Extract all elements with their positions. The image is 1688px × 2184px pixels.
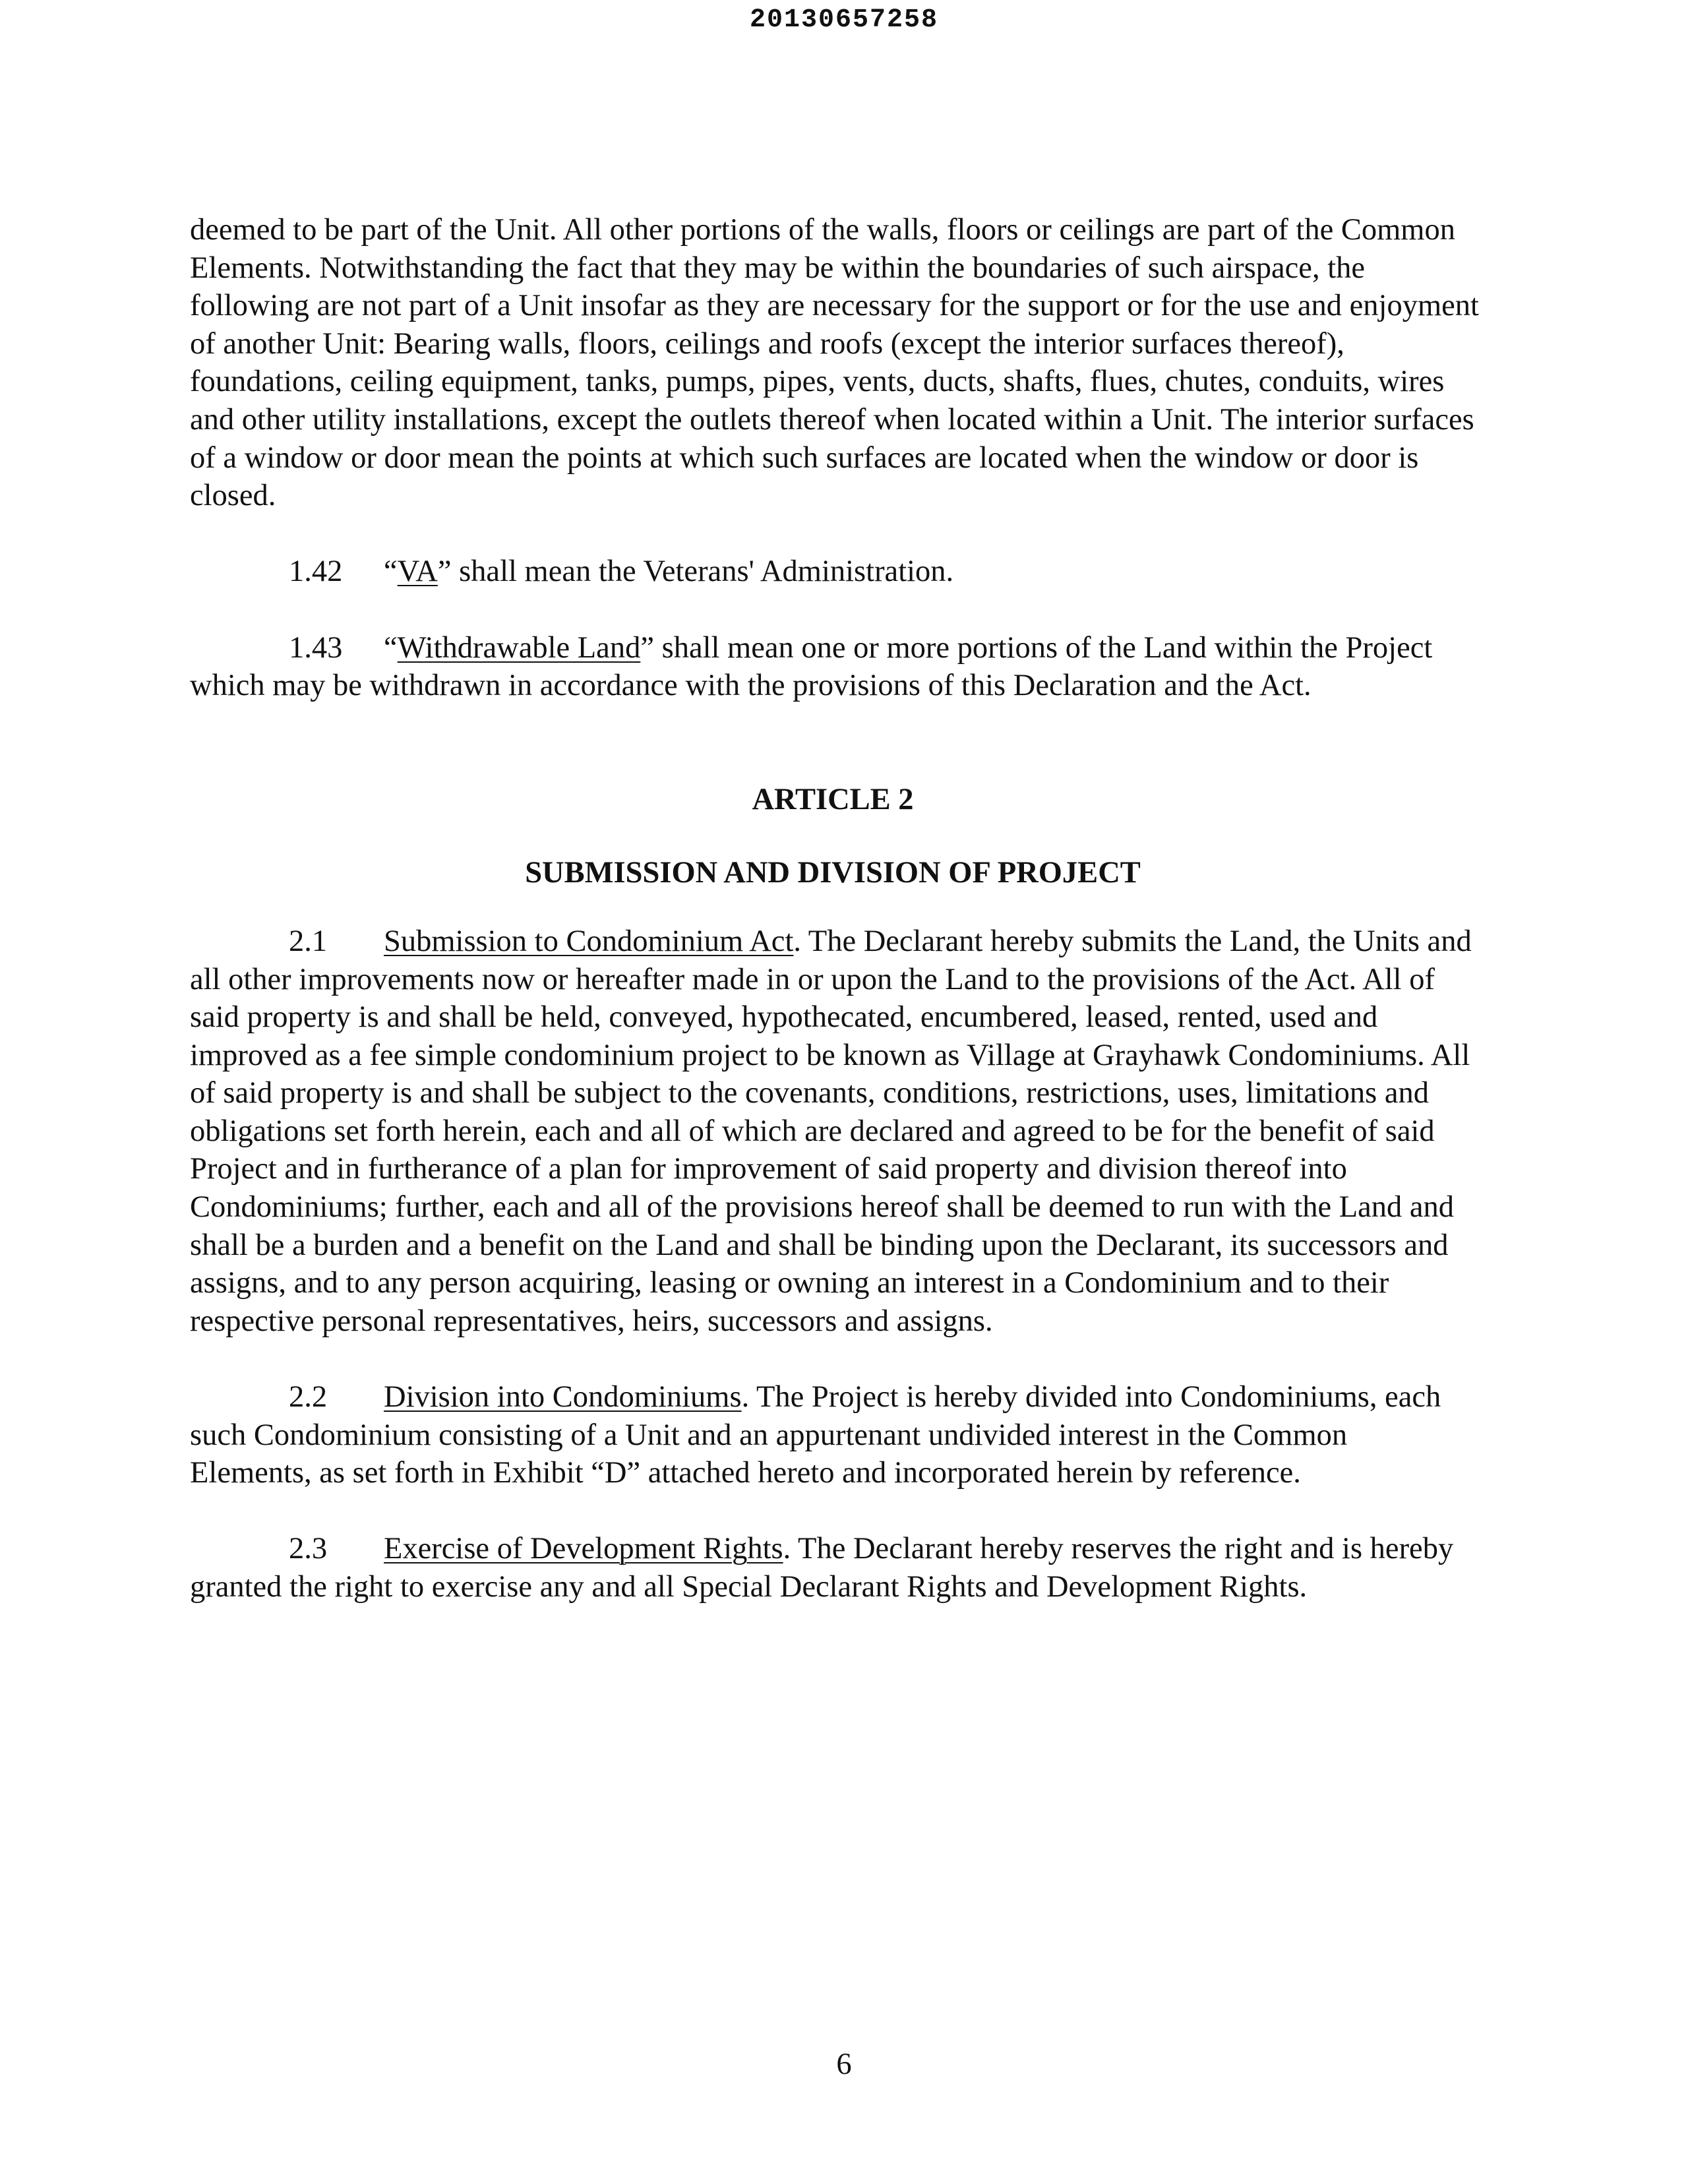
section-body: . The Declarant hereby submits the Land, the Units and all other improvements now or hereafter made in or upon the Land to the provisions of the Act. All of said property is and shall be held, conveyed, hypothecated, encumbered, leased, rented, used and improved as a fee simple condominium project to be known as Village at Grayhawk Condominiums. All of said property is and shall be subject to the covenants, conditions, restrictions, uses, limitations and obligations set forth herein, each and all of which are declared and agreed to be for the benefit of said Project and in furtherance of a plan for improvement of said property and division thereof into Condominiums; further, each and all of the provisions hereof shall be deemed to run with the Land and shall be a burden and a benefit on the Land and shall be binding upon the Declarant, its successors and assigns, and to any person acquiring, leasing or owning an interest in a Condominium and to their respective personal representatives, heirs, successors and assigns. [190, 924, 1472, 1338]
defined-term: VA [397, 555, 438, 589]
document-body [190, 211, 1479, 1606]
section-body: shall mean one or more portions of the Land within the Project which may be withdrawn in accordance with the provisions of this Declaration and the Act. [190, 630, 1433, 703]
section-title: Exercise of Development Rights [384, 1532, 783, 1566]
section-number: 1.43 [289, 630, 343, 665]
close-quote: ” [640, 630, 654, 665]
section-1-42 [190, 553, 1476, 591]
section-body: . The Project is hereby divided into Condominiums, each such Condominium consisting of a Unit and an appurtenant undivided interest in the Common Elements, as set forth in Exhibit “D” attached hereto and incorporated herein by reference. [190, 1380, 1441, 1490]
section-2-1 [190, 923, 1476, 1341]
section-title: Division into Condominiums [384, 1380, 742, 1414]
close-quote: ” [437, 555, 452, 589]
section-1-43 [190, 629, 1476, 705]
section-body: shall mean the Veterans' Administration. [451, 555, 954, 589]
section-number: 2.1 [289, 924, 328, 958]
section-2-2 [190, 1378, 1476, 1492]
article-heading: ARTICLE 2 [752, 782, 914, 816]
page-number: 6 [836, 2048, 852, 2081]
section-number: 2.2 [289, 1380, 328, 1414]
recording-number: 20130657258 [749, 5, 939, 35]
section-title: Submission to Condominium Act [384, 924, 794, 958]
section-number: 2.3 [289, 1532, 328, 1566]
continuation-paragraph: deemed to be part of the Unit. All other portions of the walls, floors or ceilings are part of the Common Elements. Notwithstanding the fact that they may be within the boundaries of such airspace, the following are not part of a Unit insofar as they are necessary for the support or for the use and enjoyment of another Unit: Bearing walls, floors, ceilings and roofs (except the interior surfaces thereof), foundations, ceiling equipment, tanks, pumps, pipes, vents, ducts, shafts, flues, chutes, conduits, wires and other utility installations, except the outlets thereof when located within a Unit. The interior surfaces of a window or door mean the points at which such surfaces are located when the window or door is closed. [190, 213, 1479, 513]
open-quote: “ [384, 555, 398, 589]
section-body: . The Declarant hereby reserves the right and is hereby granted the right to exercise any and all Special Declarant Rights and Development Rights. [190, 1532, 1454, 1604]
section-number: 1.42 [289, 555, 343, 589]
open-quote: “ [384, 630, 398, 665]
defined-term: Withdrawable Land [397, 630, 641, 665]
article-subheading: SUBMISSION AND DIVISION OF PROJECT [525, 856, 1141, 890]
section-2-3 [190, 1530, 1476, 1606]
